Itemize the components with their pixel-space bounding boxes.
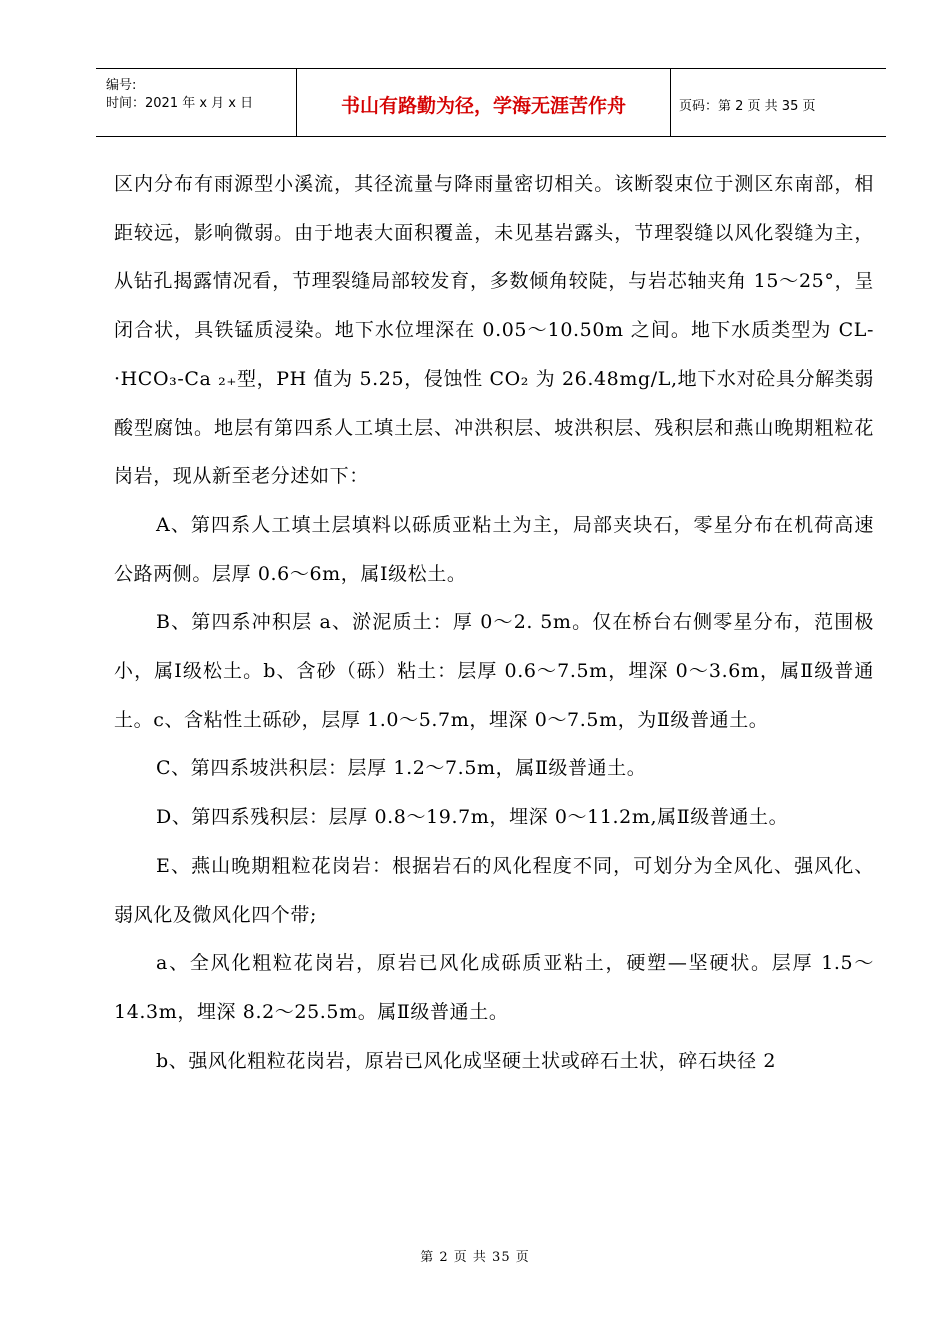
paragraph-subzone-b: b、强风化粗粒花岗岩，原岩已风化成坚硬土状或碎石土状，碎石块径 2 xyxy=(156,1049,777,1072)
header-meta-cell xyxy=(96,69,297,136)
page-header xyxy=(96,68,886,137)
header-motto: 书山有路勤为径，学海无涯苦作舟 xyxy=(340,95,626,117)
document-number-label: 编号: xyxy=(106,78,137,93)
paragraph-layer-c: C、第四系坡洪积层：层厚 1.2～7.5m，属Ⅱ级普通土。 xyxy=(156,757,647,780)
header-motto-cell xyxy=(297,69,671,136)
paragraph-layer-e: E、燕山晚期粗粒花岗岩：根据岩石的风化程度不同，可划分为全风化、强风化、弱风化及微风化四个带; xyxy=(114,854,874,926)
document-time-label: 时间：2021 年 x 月 x 日 xyxy=(106,96,254,111)
paragraph-layer-a: A、第四系人工填土层填料以砾质亚粘土为主，局部夹块石，零星分布在机荷高速公路两侧。层厚 0.6～6m，属Ⅰ级松土。 xyxy=(114,513,874,585)
paragraph-layer-d: D、第四系残积层：层厚 0.8～19.7m，埋深 0～11.2m,属Ⅱ级普通土。 xyxy=(156,806,789,829)
header-page-cell xyxy=(671,69,886,136)
header-page-number: 页码：第 2 页 共 35 页 xyxy=(679,99,816,114)
paragraph-subzone-a: a、全风化粗粒花岗岩，原岩已风化成砾质亚粘土，硬塑—坚硬状。层厚 1.5～14.3m，埋深 8.2～25.5m。属Ⅱ级普通土。 xyxy=(114,952,874,1023)
page-footer: 第 2 页 共 35 页 xyxy=(420,1250,530,1265)
paragraph-geology-overview: 区内分布有雨源型小溪流，其径流量与降雨量密切相关。该断裂束位于测区东南部，相距较远，影响微弱。由于地表大面积覆盖，未见基岩露头，节理裂缝以风化裂缝为主，从钻孔揭露情况看，节理裂缝局部较发育，多数倾角较陡，与岩芯轴夹角 15～25°，呈闭合状，具铁锰质浸染。地下水位埋深在 0.05～10.50m 之间。地下水质类型为 CL-·HCO₃-Ca ₂₊型，PH 值为 5.25，侵蚀性 CO₂ 为 26.48mg/L,地下水对砼具分解类弱酸型腐蚀。地层有第四系人工填土层、冲洪积层、坡洪积层、残积层和燕山晚期粗粒花岗岩，现从新至老分述如下： xyxy=(114,173,874,488)
document-body xyxy=(114,160,874,1085)
paragraph-layer-b: B、第四系冲积层 a、淤泥质土：厚 0～2. 5m。仅在桥台右侧零星分布，范围极小，属Ⅰ级松土。b、含砂（砾）粘土：层厚 0.6～7.5m，埋深 0～3.6m，属Ⅱ级普通土。c、含粘性土砾砂，层厚 1.0～5.7m，埋深 0～7.5m，为Ⅱ级普通土。 xyxy=(114,611,874,731)
